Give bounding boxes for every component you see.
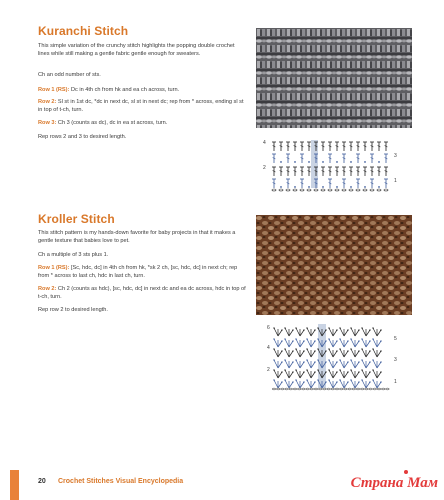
chart-row-number: 1 — [394, 379, 397, 385]
row-text: [Sc, hdc, dc] in 4th ch from hk, *sk 2 ch, [sc, hdc, dc] in next ch; rep from * across to last ch, hdc in last ch, turn. — [38, 265, 238, 279]
watermark-logo: Страна Мам — [350, 475, 438, 491]
row-label: Row 3: — [38, 120, 57, 126]
row-label: Row 1 (RS): — [38, 87, 70, 93]
book-title: Crochet Stitches Visual Encyclopedia — [58, 478, 184, 485]
chart-row-number: 4 — [267, 345, 270, 351]
kuranchi-row-1 — [38, 86, 244, 94]
row-text: Ch 3 (counts as dc), dc in ea st across, turn. — [56, 120, 168, 126]
kroller-row-1 — [38, 264, 248, 280]
kroller-stitch-chart — [262, 322, 412, 392]
chart-row-number: 5 — [394, 336, 397, 342]
row-text: Ch 2 (counts as hdc), [sc, hdc, dc] in next dc and ea dc across, hdc in top of t-ch, turn. — [38, 286, 246, 300]
kroller-swatch-photo — [256, 215, 412, 315]
chart-row-number: 3 — [394, 357, 397, 363]
kroller-row-2 — [38, 285, 248, 301]
kroller-repeat: Rep row 2 to desired length. — [38, 307, 108, 313]
section-title-kroller: Kroller Stitch — [38, 212, 115, 226]
kuranchi-chain: Ch an odd number of sts. — [38, 72, 101, 78]
row-text: Dc in 4th ch from hk and ea ch across, turn. — [69, 87, 180, 93]
row-text: Sl st in 1st dc, *dc in next dc, sl st in next dc; rep from * across, ending sl st in top of t-ch, turn. — [38, 99, 244, 113]
chart-row-number: 1 — [394, 178, 397, 184]
section-title-kuranchi: Kuranchi Stitch — [38, 24, 129, 38]
chart-row-number: 6 — [267, 325, 270, 331]
chart-row-number: 4 — [263, 140, 266, 146]
page-number: 20 — [38, 478, 46, 485]
kuranchi-row-2 — [38, 98, 244, 114]
kuranchi-row-3 — [38, 119, 244, 127]
kuranchi-stitch-chart — [262, 136, 412, 192]
chart-row-number: 3 — [394, 153, 397, 159]
chart-row-number: 2 — [267, 367, 270, 373]
row-label: Row 1 (RS): — [38, 265, 70, 271]
kroller-chain: Ch a multiple of 3 sts plus 1. — [38, 252, 109, 258]
watermark-logo-dot — [404, 470, 408, 474]
row-label: Row 2: — [38, 99, 57, 105]
kuranchi-swatch-photo — [256, 28, 412, 128]
kroller-intro: This stitch pattern is my hands-down favorite for baby projects in that it makes a gentle texture that babies love to pet. — [38, 230, 236, 244]
kuranchi-repeat: Rep rows 2 and 3 to desired length. — [38, 134, 127, 140]
row-label: Row 2: — [38, 286, 57, 292]
chart-row-number: 2 — [263, 165, 266, 171]
kuranchi-intro: This simple variation of the crunchy stitch highlights the popping double crochet lines while still making a gentle fabric gentle enough for sweaters. — [38, 43, 235, 57]
footer-accent-bar — [10, 470, 19, 500]
